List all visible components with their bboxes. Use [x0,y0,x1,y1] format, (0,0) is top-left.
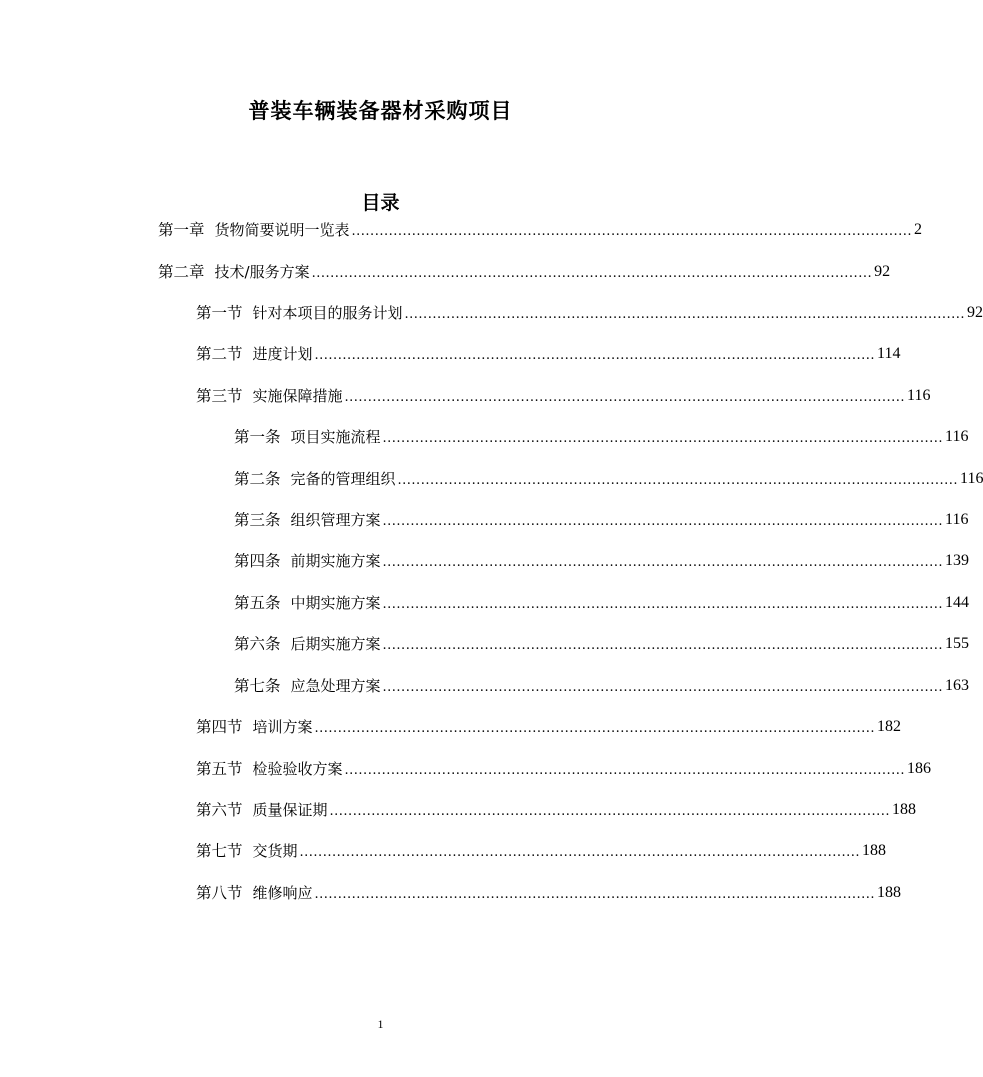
toc-entry[interactable] [196,798,917,822]
toc-entry-number: 第四节 [196,718,243,736]
toc-entry-number: 第八节 [196,884,243,902]
toc-entry[interactable] [234,591,970,615]
toc-entry-text: 前期实施方案 [290,552,381,570]
toc-leader-dots: ......................................................................................................................... [397,473,959,488]
toc-entry-text: 完备的管理组织 [290,470,396,488]
toc-entry[interactable] [196,384,931,408]
toc-entry[interactable] [196,715,902,739]
document-title: 普装车辆装备器材采购项目 [248,99,513,123]
toc-entry[interactable] [196,757,932,781]
toc-entry-text: 货物简要说明一览表 [214,221,350,239]
toc-entry-number: 第五条 [234,594,281,612]
toc-entry-text: 应急处理方案 [290,677,381,695]
toc-entry-number: 第一节 [196,304,243,322]
toc-entry-text: 检验验收方案 [252,760,343,778]
toc-entry-number: 第二章 [158,263,205,281]
toc-entry[interactable] [158,260,891,284]
toc-leader-dots: ......................................................................................................................... [382,431,944,446]
toc-leader-dots: ......................................................................................................................... [351,224,913,239]
toc-entry[interactable] [196,301,983,325]
toc-leader-dots: ......................................................................................................................... [311,266,873,281]
toc-entry[interactable] [196,881,902,905]
toc-entry-page: 2 [914,221,923,238]
toc-entry[interactable] [234,425,969,449]
toc-entry-text: 后期实施方案 [290,635,381,653]
toc-entry[interactable] [158,218,923,242]
toc-entry-number: 第一条 [234,428,281,446]
toc-entry-text: 维修响应 [252,884,313,902]
toc-entry-page: 188 [862,842,887,859]
toc-entry-text: 交货期 [252,842,298,860]
toc-entry-page: 182 [877,718,902,735]
toc-entry-text: 实施保障措施 [252,387,343,405]
toc-entry[interactable] [234,508,969,532]
toc-entry[interactable] [196,342,901,366]
toc-entry-text: 培训方案 [252,718,313,736]
toc-entry-text: 针对本项目的服务计划 [252,304,403,322]
toc-entry-page: 92 [874,263,891,280]
toc-entry-number: 第二条 [234,470,281,488]
toc-entry-page: 139 [945,552,970,569]
toc-entry-number: 第七条 [234,677,281,695]
toc-entry[interactable] [234,467,983,491]
toc-entry-page: 116 [960,470,983,487]
toc-entry-text: 项目实施流程 [290,428,381,446]
toc-entry-text: 技术/服务方案 [214,263,310,281]
toc-leader-dots: ......................................................................................................................... [382,597,944,612]
toc-entry-page: 188 [892,801,917,818]
toc-entry[interactable] [196,839,887,863]
toc-entry-number: 第一章 [158,221,205,239]
toc-entry-number: 第三节 [196,387,243,405]
toc-entry[interactable] [234,632,970,656]
toc-leader-dots: ......................................................................................................................... [314,887,876,902]
toc-entry[interactable] [234,674,970,698]
toc-leader-dots: ......................................................................................................................... [344,390,906,405]
toc-entry-number: 第六条 [234,635,281,653]
toc-entry-number: 第二节 [196,345,243,363]
toc-entry-page: 92 [967,304,983,321]
toc-entry-text: 进度计划 [252,345,313,363]
toc-entry[interactable] [234,549,970,573]
toc-entry-text: 质量保证期 [252,801,328,819]
toc-leader-dots: ......................................................................................................................... [314,721,876,736]
toc-entry-page: 144 [945,594,970,611]
toc-entry-text: 中期实施方案 [290,594,381,612]
toc-entry-number: 第五节 [196,760,243,778]
toc-entry-page: 163 [945,677,970,694]
toc-entry-page: 186 [907,760,932,777]
toc-entry-number: 第七节 [196,842,243,860]
toc-entry-page: 188 [877,884,902,901]
toc-leader-dots: ......................................................................................................................... [404,307,966,322]
toc-leader-dots: ......................................................................................................................... [382,514,944,529]
toc-leader-dots: ......................................................................................................................... [344,763,906,778]
toc-leader-dots: ......................................................................................................................... [382,555,944,570]
page-number: 1 [377,1017,384,1031]
toc-entry-number: 第三条 [234,511,281,529]
toc-entry-text: 组织管理方案 [290,511,381,529]
toc-entry-page: 116 [945,511,969,528]
toc-entry-page: 114 [877,345,901,362]
toc-entry-page: 155 [945,635,970,652]
toc-heading: 目录 [361,192,400,214]
toc-entry-page: 116 [907,387,931,404]
toc-leader-dots: ......................................................................................................................... [382,680,944,695]
toc-leader-dots: ......................................................................................................................... [329,804,891,819]
toc-leader-dots: ......................................................................................................................... [314,348,876,363]
toc-entry-number: 第六节 [196,801,243,819]
toc-entry-number: 第四条 [234,552,281,570]
toc-leader-dots: ......................................................................................................................... [299,845,861,860]
toc-entry-page: 116 [945,428,969,445]
toc-leader-dots: ......................................................................................................................... [382,638,944,653]
